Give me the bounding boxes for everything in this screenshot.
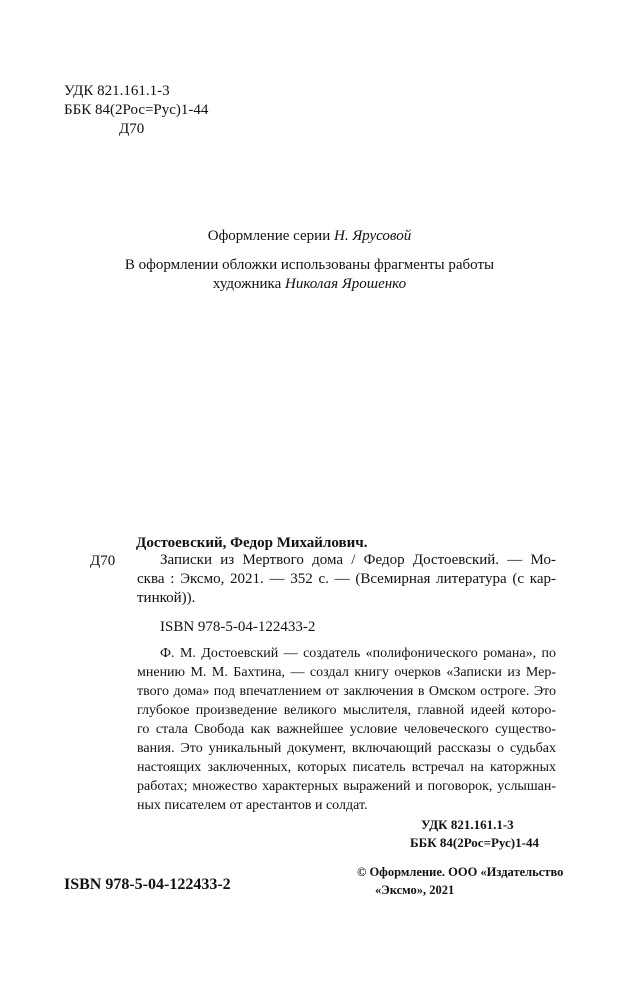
series-design-prefix: Оформление серии — [207, 228, 334, 244]
annotation-line: мнению М. М. Бахтина, — создал книгу очерков «Записки из Мер- — [137, 665, 556, 680]
series-designer-name: Н. Ярусовой — [333, 228, 412, 244]
annotation-line: го стала Свобода как важнейшее условие человеческого существо- — [137, 722, 556, 737]
annotation-line: глубокое произведение великого мыслителя, главной идеей которо- — [137, 703, 556, 718]
copyright-line-1: © Оформление. ООО «Издательство — [357, 865, 564, 879]
annotation-line: настоящих заключенных, которых писатель встречал на каторжных — [137, 760, 556, 775]
cover-credit-line-2 — [0, 275, 619, 294]
annotation-line: вания. Это уникальный документ, включающий рассказы о судьбах — [137, 741, 556, 756]
catalog-sign: Д70 — [90, 553, 116, 569]
annotation-line: ных писателем от арестантов и солдат. — [137, 798, 368, 813]
annotation-line: твого дома» под впечатлением от заключения в Омском остроге. Это — [137, 684, 556, 699]
catalog-description-line: Записки из Мертвого дома / Федор Достоевский. — Мо- — [160, 552, 556, 568]
catalog-description-line: сква : Эксмо, 2021. — 352 с. — (Всемирная литература (с кар- — [137, 571, 556, 587]
catalog-isbn: ISBN 978-5-04-122433-2 — [160, 619, 316, 635]
cover-credit-line-1: В оформлении обложки использованы фрагменты работы — [124, 257, 495, 273]
copyright-line-2: «Эксмо», 2021 — [375, 883, 455, 897]
card-udk-code: УДК 821.161.1-3 — [421, 817, 514, 832]
cover-artist-name: Николая Ярошенко — [285, 276, 407, 292]
annotation-line: Ф. М. Достоевский — создатель «полифонического романа», по — [160, 646, 556, 661]
footer-isbn: ISBN 978-5-04-122433-2 — [64, 876, 231, 893]
catalog-description-line: тинкой)). — [137, 590, 196, 606]
udk-code: УДК 821.161.1-3 — [64, 83, 170, 99]
cover-credit-prefix: художника — [212, 276, 286, 292]
bbk-code: ББК 84(2Рос=Рус)1-44 — [64, 102, 209, 118]
series-design-credit — [0, 227, 619, 246]
annotation-line: работах; множество характерных выражений и поговорок, услышан- — [137, 779, 556, 794]
catalog-author-heading: Достоевский, Федор Михайлович. — [136, 535, 368, 551]
card-bbk-code: ББК 84(2Рос=Рус)1-44 — [410, 835, 539, 850]
author-sign: Д70 — [119, 121, 145, 137]
